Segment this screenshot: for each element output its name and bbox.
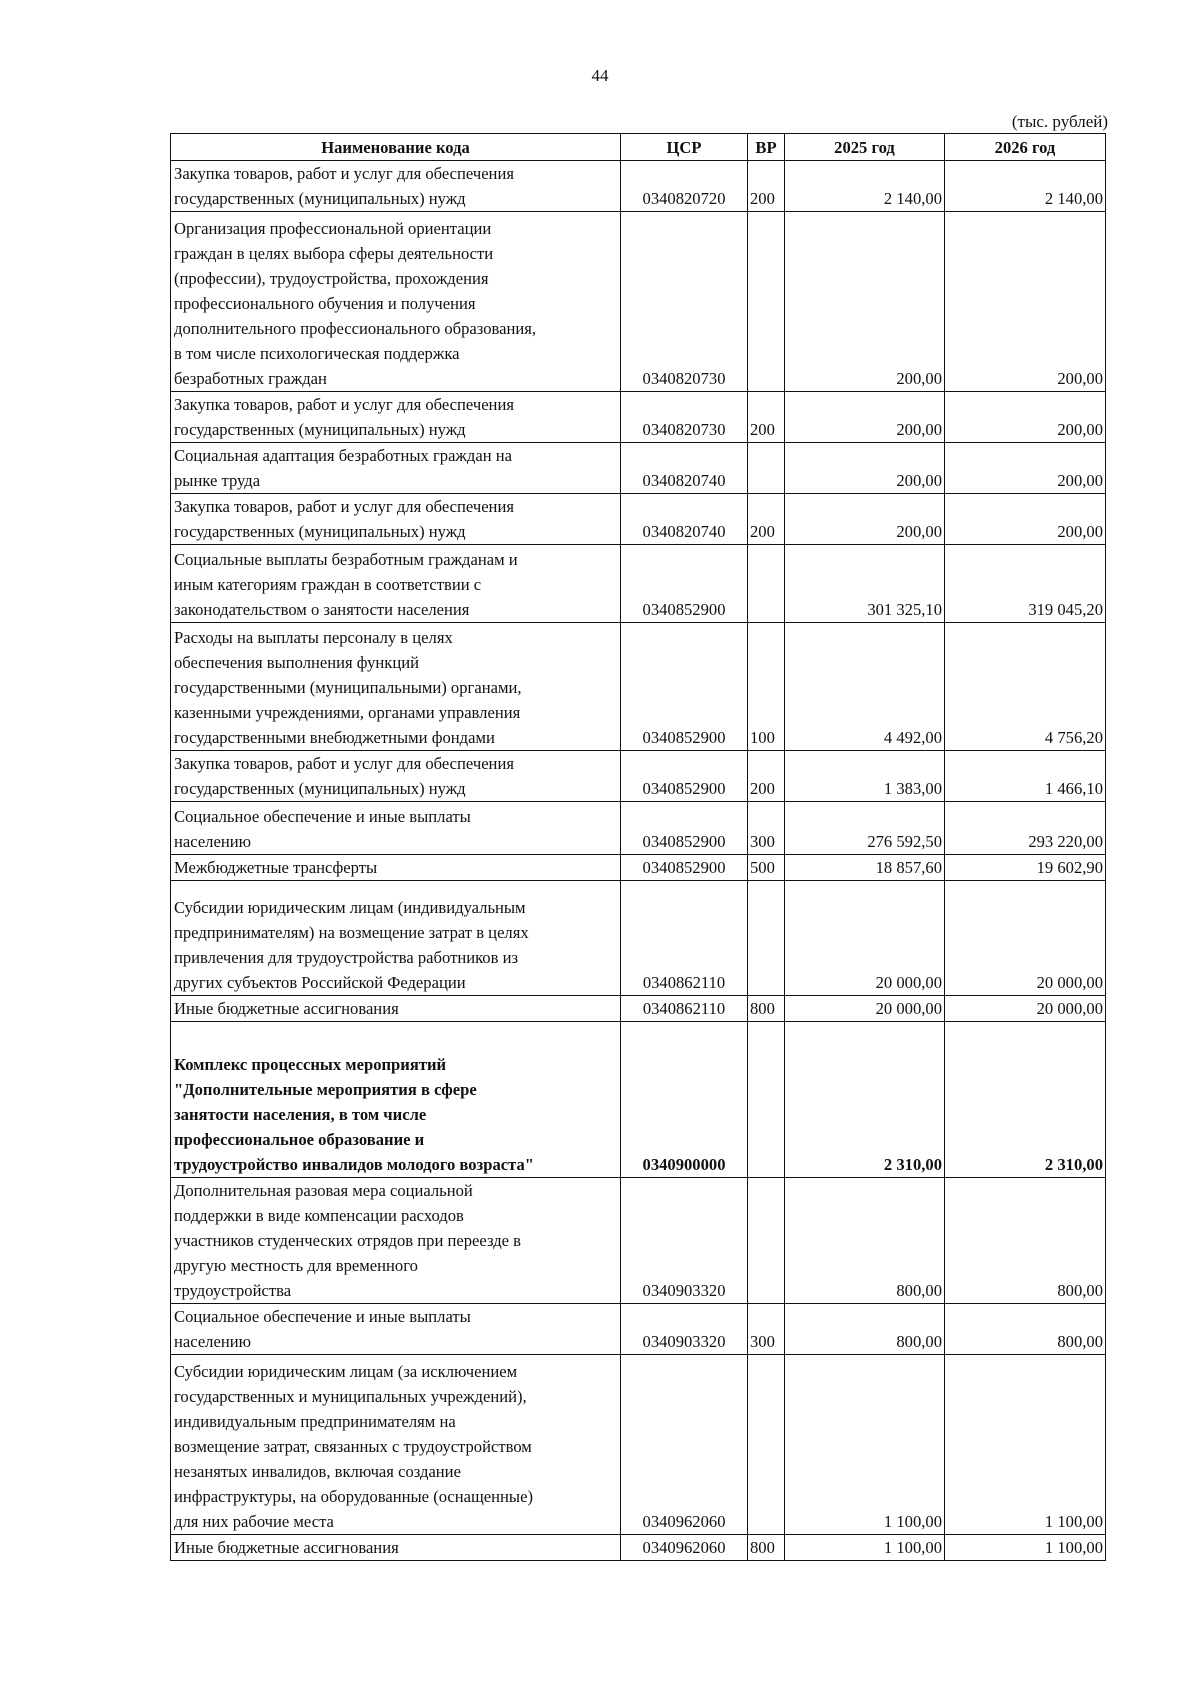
row-csr: 0340962060 (621, 1355, 748, 1535)
header-vr: ВР (748, 134, 785, 161)
row-value-2025: 2 310,00 (785, 1022, 945, 1178)
row-value-2025: 1 383,00 (785, 751, 945, 802)
units-label: (тыс. рублей) (1011, 112, 1108, 131)
row-name (171, 443, 621, 494)
row-vr: 200 (748, 161, 785, 212)
table-row (171, 1022, 1106, 1178)
row-value-2025: 200,00 (785, 392, 945, 443)
row-name-line: (профессии), трудоустройства, прохождения (174, 269, 489, 288)
row-value-2026: 1 100,00 (945, 1355, 1106, 1535)
row-name-line: Субсидии юридическим лицам (индивидуальным (174, 898, 526, 917)
row-value-2026: 200,00 (945, 392, 1106, 443)
row-value-2026: 319 045,20 (945, 545, 1106, 623)
row-name-line: Дополнительная разовая мера социальной (174, 1181, 473, 1200)
row-vr (748, 212, 785, 392)
table-row (171, 1535, 1106, 1561)
row-value-2026: 2 310,00 (945, 1022, 1106, 1178)
row-csr: 0340852900 (621, 855, 748, 881)
row-name (171, 212, 621, 392)
row-name-line: возмещение затрат, связанных с трудоустройством (174, 1437, 532, 1456)
row-csr: 0340903320 (621, 1304, 748, 1355)
table-row (171, 443, 1106, 494)
row-name-line: Иные бюджетные ассигнования (174, 1538, 399, 1557)
row-csr: 0340820740 (621, 443, 748, 494)
row-name (171, 392, 621, 443)
row-csr: 0340903320 (621, 1178, 748, 1304)
row-value-2026: 800,00 (945, 1304, 1106, 1355)
row-name-line: Закупка товаров, работ и услуг для обеспечения (174, 164, 514, 183)
row-value-2025: 301 325,10 (785, 545, 945, 623)
row-name-line: занятости населения, в том числе (174, 1105, 427, 1124)
row-name (171, 855, 621, 881)
page-number: 44 (591, 66, 609, 85)
table-row (171, 881, 1106, 996)
row-csr: 0340820740 (621, 494, 748, 545)
row-vr: 300 (748, 1304, 785, 1355)
row-name (171, 1178, 621, 1304)
row-name (171, 802, 621, 855)
row-vr: 200 (748, 392, 785, 443)
row-value-2026: 1 466,10 (945, 751, 1106, 802)
header-name: Наименование кода (171, 134, 621, 161)
row-value-2025: 2 140,00 (785, 161, 945, 212)
row-value-2026: 200,00 (945, 212, 1106, 392)
row-name-line: Социальная адаптация безработных граждан на (174, 446, 512, 465)
row-csr: 0340820730 (621, 392, 748, 443)
row-name (171, 1022, 621, 1178)
table-row (171, 751, 1106, 802)
row-name (171, 751, 621, 802)
row-value-2026: 1 100,00 (945, 1535, 1106, 1561)
row-vr (748, 1022, 785, 1178)
row-value-2026: 20 000,00 (945, 881, 1106, 996)
row-name (171, 1304, 621, 1355)
row-name (171, 494, 621, 545)
row-name-line: инфраструктуры, на оборудованные (оснащенные) (174, 1487, 533, 1506)
row-name-line: Расходы на выплаты персоналу в целях (174, 628, 453, 647)
table-row (171, 392, 1106, 443)
row-name-line: законодательством о занятости населения (174, 600, 470, 619)
table-row (171, 545, 1106, 623)
row-name-line: Субсидии юридическим лицам (за исключением (174, 1362, 518, 1381)
row-name-line: поддержки в виде компенсации расходов (174, 1206, 464, 1225)
row-value-2026: 2 140,00 (945, 161, 1106, 212)
row-csr: 0340820730 (621, 212, 748, 392)
budget-table (170, 133, 1106, 1561)
row-name-line: рынке труда (174, 471, 261, 490)
row-name-line: населению (174, 1332, 251, 1351)
row-name-line: Организация профессиональной ориентации (174, 219, 492, 238)
row-name-line: для них рабочие места (174, 1512, 334, 1531)
row-name (171, 1355, 621, 1535)
row-name-line: иным категориям граждан в соответствии с (174, 575, 482, 594)
row-csr: 0340962060 (621, 1535, 748, 1561)
row-csr: 0340852900 (621, 623, 748, 751)
row-name-line: Социальные выплаты безработным гражданам и (174, 550, 518, 569)
row-value-2025: 20 000,00 (785, 881, 945, 996)
row-name-line: других субъектов Российской Федерации (174, 973, 466, 992)
row-name-line: Социальное обеспечение и иные выплаты (174, 807, 471, 826)
row-value-2026: 800,00 (945, 1178, 1106, 1304)
row-csr: 0340852900 (621, 545, 748, 623)
table-row (171, 494, 1106, 545)
row-name-line: профессиональное образование и (174, 1130, 425, 1149)
row-value-2025: 800,00 (785, 1178, 945, 1304)
row-name-line: государственными (муниципальными) органами, (174, 678, 522, 697)
row-value-2025: 200,00 (785, 212, 945, 392)
row-vr: 200 (748, 751, 785, 802)
table-row (171, 623, 1106, 751)
row-value-2026: 200,00 (945, 494, 1106, 545)
row-vr (748, 545, 785, 623)
row-vr (748, 1355, 785, 1535)
row-vr (748, 1178, 785, 1304)
table-row (171, 161, 1106, 212)
header-csr: ЦСР (621, 134, 748, 161)
row-value-2025: 276 592,50 (785, 802, 945, 855)
row-name-line: "Дополнительные мероприятия в сфере (174, 1080, 477, 1099)
row-name-line: трудоустройство инвалидов молодого возраста" (174, 1155, 534, 1174)
row-name-line: профессионального обучения и получения (174, 294, 476, 313)
row-name-line: Межбюджетные трансферты (174, 858, 378, 877)
row-value-2026: 19 602,90 (945, 855, 1106, 881)
row-name-line: индивидуальным предпринимателям на (174, 1412, 456, 1431)
table-row (171, 802, 1106, 855)
row-value-2025: 4 492,00 (785, 623, 945, 751)
table-row (171, 1178, 1106, 1304)
row-name-line: в том числе психологическая поддержка (174, 344, 460, 363)
row-name-line: Комплекс процессных мероприятий (174, 1055, 447, 1074)
row-name (171, 996, 621, 1022)
table-body (171, 161, 1106, 1561)
row-vr: 100 (748, 623, 785, 751)
row-name-line: населению (174, 832, 251, 851)
row-name-line: государственных (муниципальных) нужд (174, 779, 466, 798)
row-name-line: дополнительного профессионального образования, (174, 319, 537, 338)
row-value-2025: 20 000,00 (785, 996, 945, 1022)
row-value-2026: 20 000,00 (945, 996, 1106, 1022)
row-name-line: незанятых инвалидов, включая создание (174, 1462, 461, 1481)
row-name (171, 623, 621, 751)
row-name-line: предпринимателям) на возмещение затрат в целях (174, 923, 529, 942)
row-value-2025: 18 857,60 (785, 855, 945, 881)
row-vr (748, 443, 785, 494)
row-name-line: Закупка товаров, работ и услуг для обеспечения (174, 497, 514, 516)
row-name-line: Закупка товаров, работ и услуг для обеспечения (174, 395, 514, 414)
row-value-2026: 293 220,00 (945, 802, 1106, 855)
row-csr: 0340820720 (621, 161, 748, 212)
row-name-line: Социальное обеспечение и иные выплаты (174, 1307, 471, 1326)
row-csr: 0340862110 (621, 881, 748, 996)
row-name (171, 161, 621, 212)
table-row (171, 1355, 1106, 1535)
row-name (171, 881, 621, 996)
row-csr: 0340862110 (621, 996, 748, 1022)
row-name-line: другую местность для временного (174, 1256, 418, 1275)
row-value-2025: 200,00 (785, 494, 945, 545)
table-row (171, 1304, 1106, 1355)
row-value-2026: 4 756,20 (945, 623, 1106, 751)
header-2026: 2026 год (945, 134, 1106, 161)
row-csr: 0340852900 (621, 751, 748, 802)
row-name-line: участников студенческих отрядов при переезде в (174, 1231, 522, 1250)
row-vr (748, 881, 785, 996)
row-name-line: граждан в целях выбора сферы деятельности (174, 244, 494, 263)
row-value-2026: 200,00 (945, 443, 1106, 494)
header-2025: 2025 год (785, 134, 945, 161)
row-value-2025: 800,00 (785, 1304, 945, 1355)
row-vr: 800 (748, 1535, 785, 1561)
row-name-line: государственных (муниципальных) нужд (174, 189, 466, 208)
row-name (171, 545, 621, 623)
row-name-line: Закупка товаров, работ и услуг для обеспечения (174, 754, 514, 773)
row-value-2025: 1 100,00 (785, 1535, 945, 1561)
table-row (171, 212, 1106, 392)
row-name-line: государственных и муниципальных учреждений), (174, 1387, 527, 1406)
row-name-line: государственных (муниципальных) нужд (174, 420, 466, 439)
table-header-row (171, 134, 1106, 161)
table-row (171, 996, 1106, 1022)
row-value-2025: 1 100,00 (785, 1355, 945, 1535)
row-csr: 0340852900 (621, 802, 748, 855)
row-name (171, 1535, 621, 1561)
row-csr: 0340900000 (621, 1022, 748, 1178)
row-name-line: Иные бюджетные ассигнования (174, 999, 399, 1018)
row-name-line: привлечения для трудоустройства работников из (174, 948, 519, 967)
row-value-2025: 200,00 (785, 443, 945, 494)
row-vr: 800 (748, 996, 785, 1022)
row-name-line: казенными учреждениями, органами управления (174, 703, 521, 722)
row-vr: 500 (748, 855, 785, 881)
row-vr: 300 (748, 802, 785, 855)
row-name-line: трудоустройства (174, 1281, 292, 1300)
table-row (171, 855, 1106, 881)
row-vr: 200 (748, 494, 785, 545)
row-name-line: обеспечения выполнения функций (174, 653, 419, 672)
row-name-line: государственными внебюджетными фондами (174, 728, 495, 747)
row-name-line: безработных граждан (174, 369, 327, 388)
row-name-line: государственных (муниципальных) нужд (174, 522, 466, 541)
